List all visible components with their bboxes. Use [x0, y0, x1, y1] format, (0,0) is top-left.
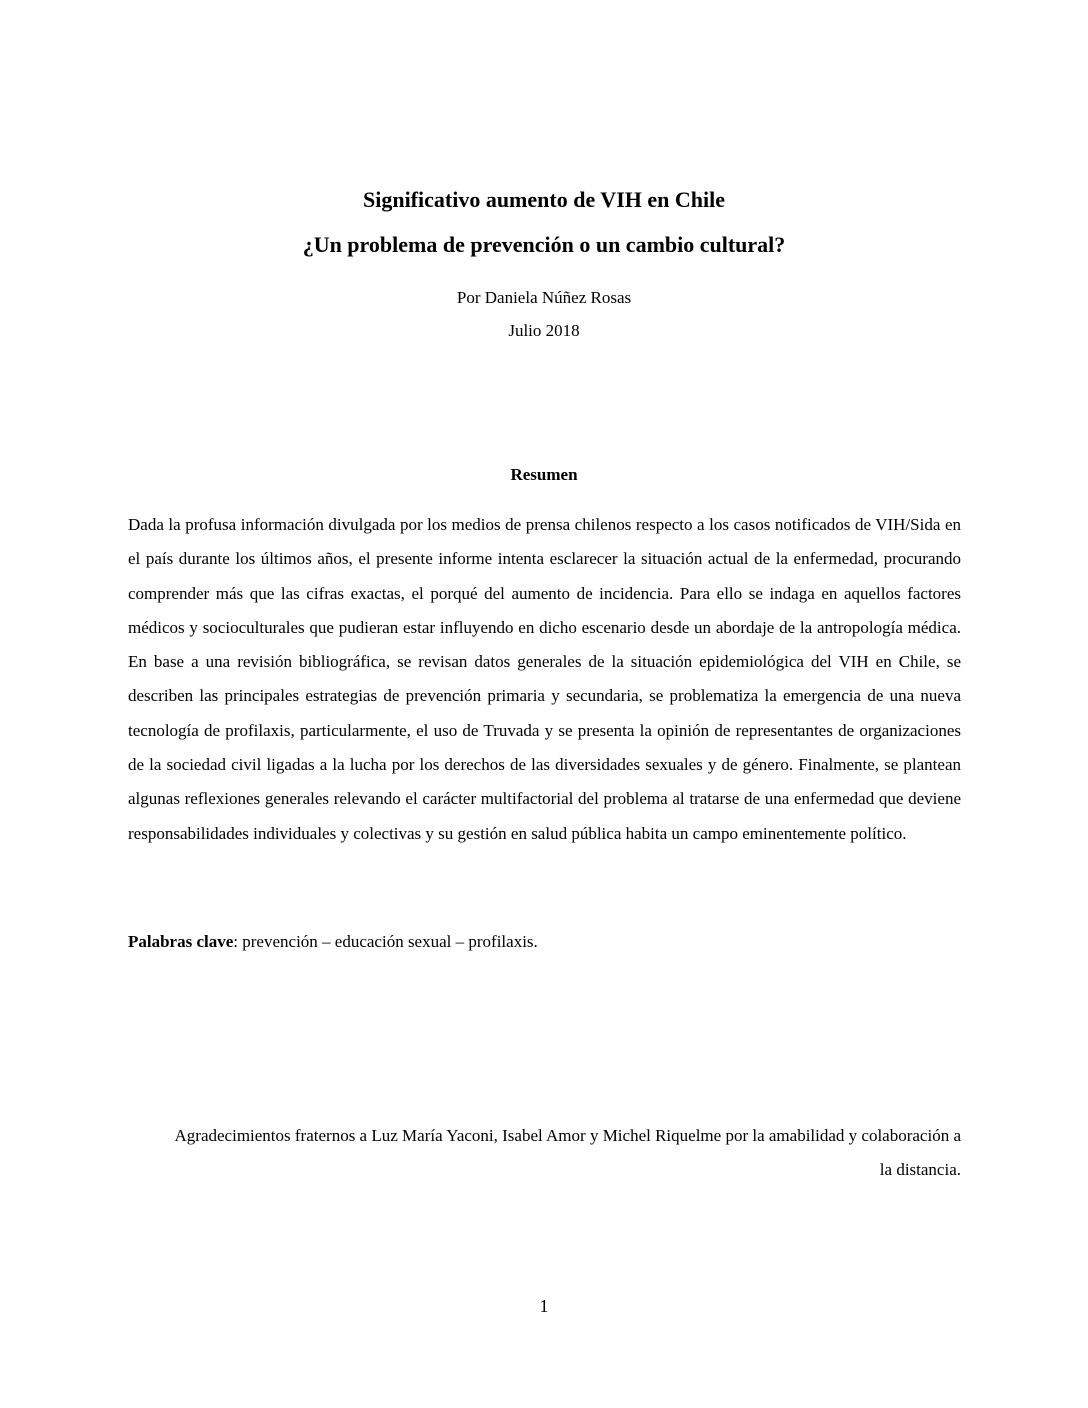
acknowledgements: Agradecimientos fraternos a Luz María Yaconi, Isabel Amor y Michel Riquelme por la amabilidad y colaboración a la distancia. — [174, 1126, 961, 1180]
keywords-line — [128, 927, 961, 957]
keywords-label: Palabras clave — [128, 932, 234, 951]
author-line: Por Daniela Núñez Rosas — [456, 288, 632, 307]
keywords-text: : prevención – educación sexual – profilaxis. — [233, 932, 538, 951]
abstract-heading: Resumen — [510, 465, 578, 484]
page-number: 1 — [539, 1296, 549, 1316]
document-title: Significativo aumento de VIH en Chile — [362, 187, 725, 212]
document-subtitle: ¿Un problema de prevención o un cambio cultural? — [302, 232, 786, 257]
date-line: Julio 2018 — [508, 321, 580, 340]
abstract-body: Dada la profusa información divulgada por los medios de prensa chilenos respecto a los casos notificados de VIH/Sida en el país durante los últimos años, el presente informe intenta esclarecer la situación actual de la enfermedad, procurando comprender más que las cifras exactas, el porqué del aumento de incidencia. Para ello se indaga en aquellos factores médicos y socioculturales que pudieran estar influyendo en dicho escenario desde un abordaje de la antropología médica. En base a una revisión bibliográfica, se revisan datos generales de la situación epidemiológica del VIH en Chile, se describen las principales estrategias de prevención primaria y secundaria, se problematiza la emergencia de una nueva tecnología de profilaxis, particularmente, el uso de Truvada y se presenta la opinión de representantes de organizaciones de la sociedad civil ligadas a la lucha por los derechos de las diversidades sexuales y de género. Finalmente, se plantean algunas reflexiones generales relevando el carácter multifactorial del problema al tratarse de una enfermedad que deviene responsabilidades individuales y colectivas y su gestión en salud pública habita un campo eminentemente político. — [128, 515, 961, 843]
